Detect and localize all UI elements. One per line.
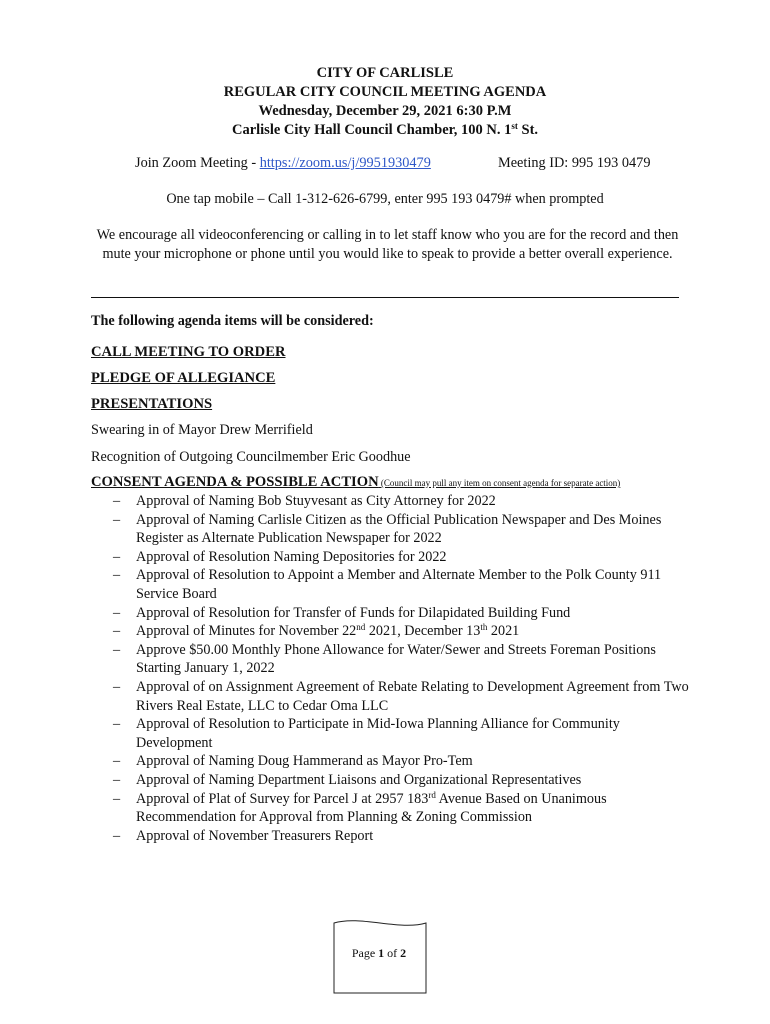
meeting-datetime: Wednesday, December 29, 2021 6:30 P.M — [258, 103, 512, 119]
page-number: Page 1 of 2 — [351, 946, 407, 960]
dash-bullet-icon: – — [113, 827, 121, 844]
pledge-heading: PLEDGE OF ALLEGIANCE — [91, 370, 276, 386]
consent-item: – Approval of Naming Department Liaisons and Organizational Representatives — [113, 771, 582, 788]
one-tap-mobile: One tap mobile – Call 1-312-626-6799, enter 995 193 0479# when prompted — [166, 191, 604, 207]
call-to-order-heading: CALL MEETING TO ORDER — [91, 344, 286, 360]
consent-item: – Approval of Resolution to Appoint a Member and Alternate Member to the Polk County 911 Service Board — [113, 567, 662, 602]
dash-bullet-icon: – — [113, 548, 121, 565]
meeting-id: Meeting ID: 995 193 0479 — [498, 155, 651, 171]
consent-item: – Approval of Resolution Naming Depositories for 2022 — [113, 548, 447, 565]
zoom-join: Join Zoom Meeting - https://zoom.us/j/9951930479 — [135, 155, 431, 171]
presentation-item: Recognition of Outgoing Councilmember Eric Goodhue — [91, 449, 411, 465]
dash-bullet-icon: – — [113, 641, 121, 658]
consent-item: – Approval of Resolution to Participate in Mid-Iowa Planning Alliance for Community Development — [113, 716, 620, 751]
consent-item: – Approval of Minutes for November 22nd 2021, December 13th 2021 — [113, 622, 520, 640]
divider — [91, 297, 679, 298]
consent-item: – Approval of Plat of Survey for Parcel J at 2957 183rd Avenue Based on Unanimous Recommendation for Approval from Planning & Zoning Commission — [113, 789, 607, 826]
consent-item: – Approval of Naming Carlisle Citizen as the Official Publication Newspaper and Des Moines Register as Alternate Publication Newspaper for 2022 — [113, 511, 662, 547]
consent-item: – Approve $50.00 Monthly Phone Allowance for Water/Sewer and Streets Foreman Positions Starting January 1, 2022 — [113, 641, 656, 677]
considered-heading: The following agenda items will be considered: — [91, 313, 374, 329]
meeting-location: Carlisle City Hall Council Chamber, 100 N. 1st St. — [231, 121, 539, 138]
zoom-link[interactable]: https://zoom.us/j/9951930479 — [259, 155, 431, 171]
dash-bullet-icon: – — [113, 493, 121, 509]
consent-item: – Approval of on Assignment Agreement of Rebate Relating to Development Agreement from Two Rivers Real Estate, LLC to Cedar Oma LLC — [113, 678, 689, 714]
consent-item: – Approval of Naming Bob Stuyvesant as City Attorney for 2022 — [113, 493, 496, 509]
dash-bullet-icon: – — [113, 753, 121, 770]
presentation-item: Swearing in of Mayor Drew Merrifield — [91, 422, 313, 438]
consent-item: – Approval of Naming Doug Hammerand as Mayor Pro-Tem — [113, 753, 473, 770]
consent-item: – Approval of Resolution for Transfer of Funds for Dilapidated Building Fund — [113, 604, 571, 621]
agenda-header — [0, 64, 770, 140]
dash-bullet-icon: – — [113, 567, 121, 584]
consent-agenda-heading: CONSENT AGENDA & POSSIBLE ACTION (Council may pull any item on consent agenda for separate action) — [91, 474, 621, 490]
consent-note: (Council may pull any item on consent agenda for separate action) — [378, 478, 621, 488]
city-name: CITY OF CARLISLE — [316, 65, 454, 81]
dash-bullet-icon: – — [113, 790, 121, 807]
dash-bullet-icon: – — [113, 604, 121, 621]
meeting-title: REGULAR CITY COUNCIL MEETING AGENDA — [223, 84, 547, 100]
dash-bullet-icon: – — [113, 511, 121, 528]
dash-bullet-icon: – — [113, 716, 121, 733]
presentations-heading: PRESENTATIONS — [91, 396, 213, 412]
dash-bullet-icon: – — [113, 678, 121, 695]
dash-bullet-icon: – — [113, 771, 121, 788]
dash-bullet-icon: – — [113, 623, 121, 640]
participation-note: We encourage all videoconferencing or calling in to let staff know who you are for the record and then mute your microphone or phone until you would like to speak to provide a better overall experience. — [96, 227, 679, 262]
consent-agenda-list — [91, 492, 691, 845]
consent-item: – Approval of November Treasurers Report — [113, 827, 374, 844]
